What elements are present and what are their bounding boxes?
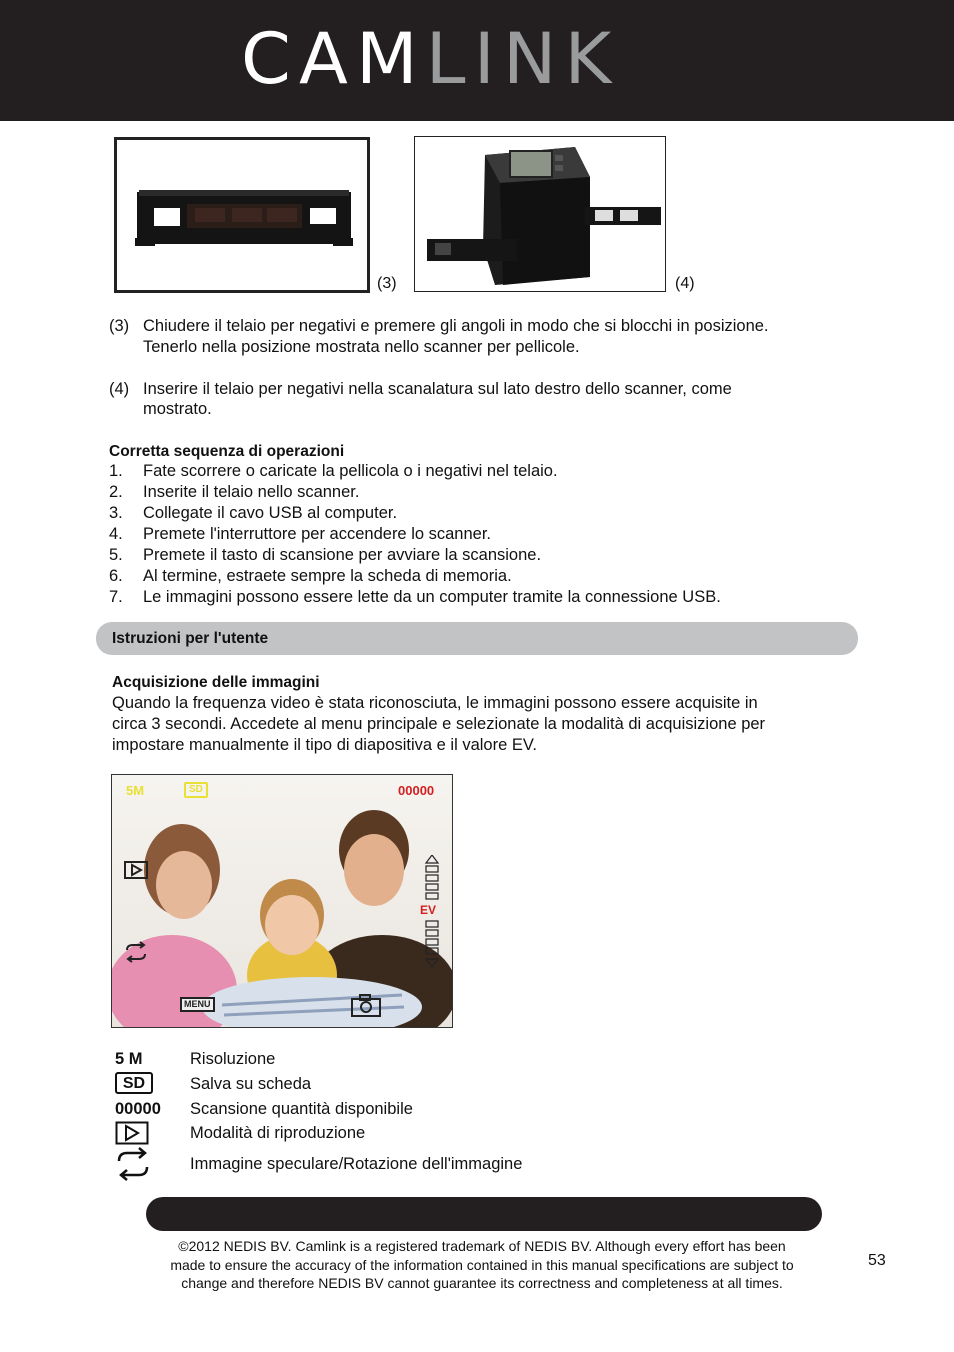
film-scanner-image [414,136,666,292]
list-item: 7. Le immagini possono essere lette da un computer tramite la connessione USB. [109,588,721,606]
list-item: 4. Premete l'interruttore per accendere lo scanner. [109,525,491,543]
logo-cam: CAM [241,18,426,100]
play-icon [124,861,146,877]
legend-resolution: Risoluzione [190,1050,276,1068]
list-item: 2. Inserite il telaio nello scanner. [109,483,360,501]
sequence-list [109,461,721,608]
negative-holder-image [114,137,370,293]
camera-icon [350,993,382,1022]
acquisition-title: Acquisizione delle immagini [112,674,320,691]
resolution-indicator: 5M [126,783,145,798]
legend-key-counter: 00000 [115,1100,161,1118]
acquisition-line-2: circa 3 secondi. Accedete al menu principale e selezionate la modalità di acquisizione per [112,715,766,733]
acquisition-line-3: impostare manualmente il tipo di diapositiva e il valore EV. [112,736,537,754]
legend-key-resolution: 5 M [115,1050,143,1068]
figure-4-label: (4) [675,275,695,292]
page-number: 53 [868,1252,886,1269]
legend-playback: Modalità di riproduzione [190,1124,366,1142]
camlink-logo [241,18,620,100]
section-title: Istruzioni per l'utente [112,630,269,647]
footer-copyright: ©2012 NEDIS BV. Camlink is a registered trademark of NEDIS BV. Although every effort has been made to ensure the accuracy of the information contained in this manual specifications are subject to change and therefore NEDIS BV cannot guarantee its correctness and completeness at all times. [170,1238,794,1291]
logo-link: LINK [425,18,620,100]
rotate-icon [115,1147,151,1186]
legend-mirror-rotate: Immagine speculare/Rotazione dell'immagine [190,1155,523,1173]
rotate-icon [124,941,148,968]
list-item: 3. Collegate il cavo USB al computer. [109,504,398,522]
sequence-title: Corretta sequenza di operazioni [109,443,345,460]
footer-bar [146,1197,822,1231]
film-scanner-drawing [415,137,665,291]
legend-counter: Scansione quantità disponibile [190,1100,413,1118]
menu-indicator: MENU [180,997,215,1012]
sd-card-icon: SD [115,1072,153,1094]
list-item: 1. Fate scorrere o caricate la pellicola o i negativi nel telaio. [109,462,558,480]
counter-indicator: 00000 [398,783,435,798]
figure-3-label: (3) [377,275,397,292]
ev-indicator: EV [420,903,437,917]
scanner-screen-preview [111,774,453,1028]
list-item: 5. Premete il tasto di scansione per avviare la scansione. [109,546,542,564]
step-3: (3) Chiudere il telaio per negativi e premere gli angoli in modo che si blocchi in posizione. [109,317,769,335]
step-3-continued: Tenerlo nella posizione mostrata nello scanner per pellicole. [143,338,580,356]
sd-indicator: SD [184,782,208,798]
acquisition-line-1: Quando la frequenza video è stata riconosciuta, le immagini possono essere acquisite in [112,694,758,712]
step-4-continued: mostrato. [143,400,212,418]
list-item: 6. Al termine, estraete sempre la scheda di memoria. [109,567,512,585]
play-icon [115,1121,149,1150]
step-4: (4) Inserire il telaio per negativi nella scanalatura sul lato destro dello scanner, come [109,380,732,398]
legend-save-card: Salva su scheda [190,1075,312,1093]
family-photo [112,775,452,1027]
negative-holder-drawing [117,140,367,290]
